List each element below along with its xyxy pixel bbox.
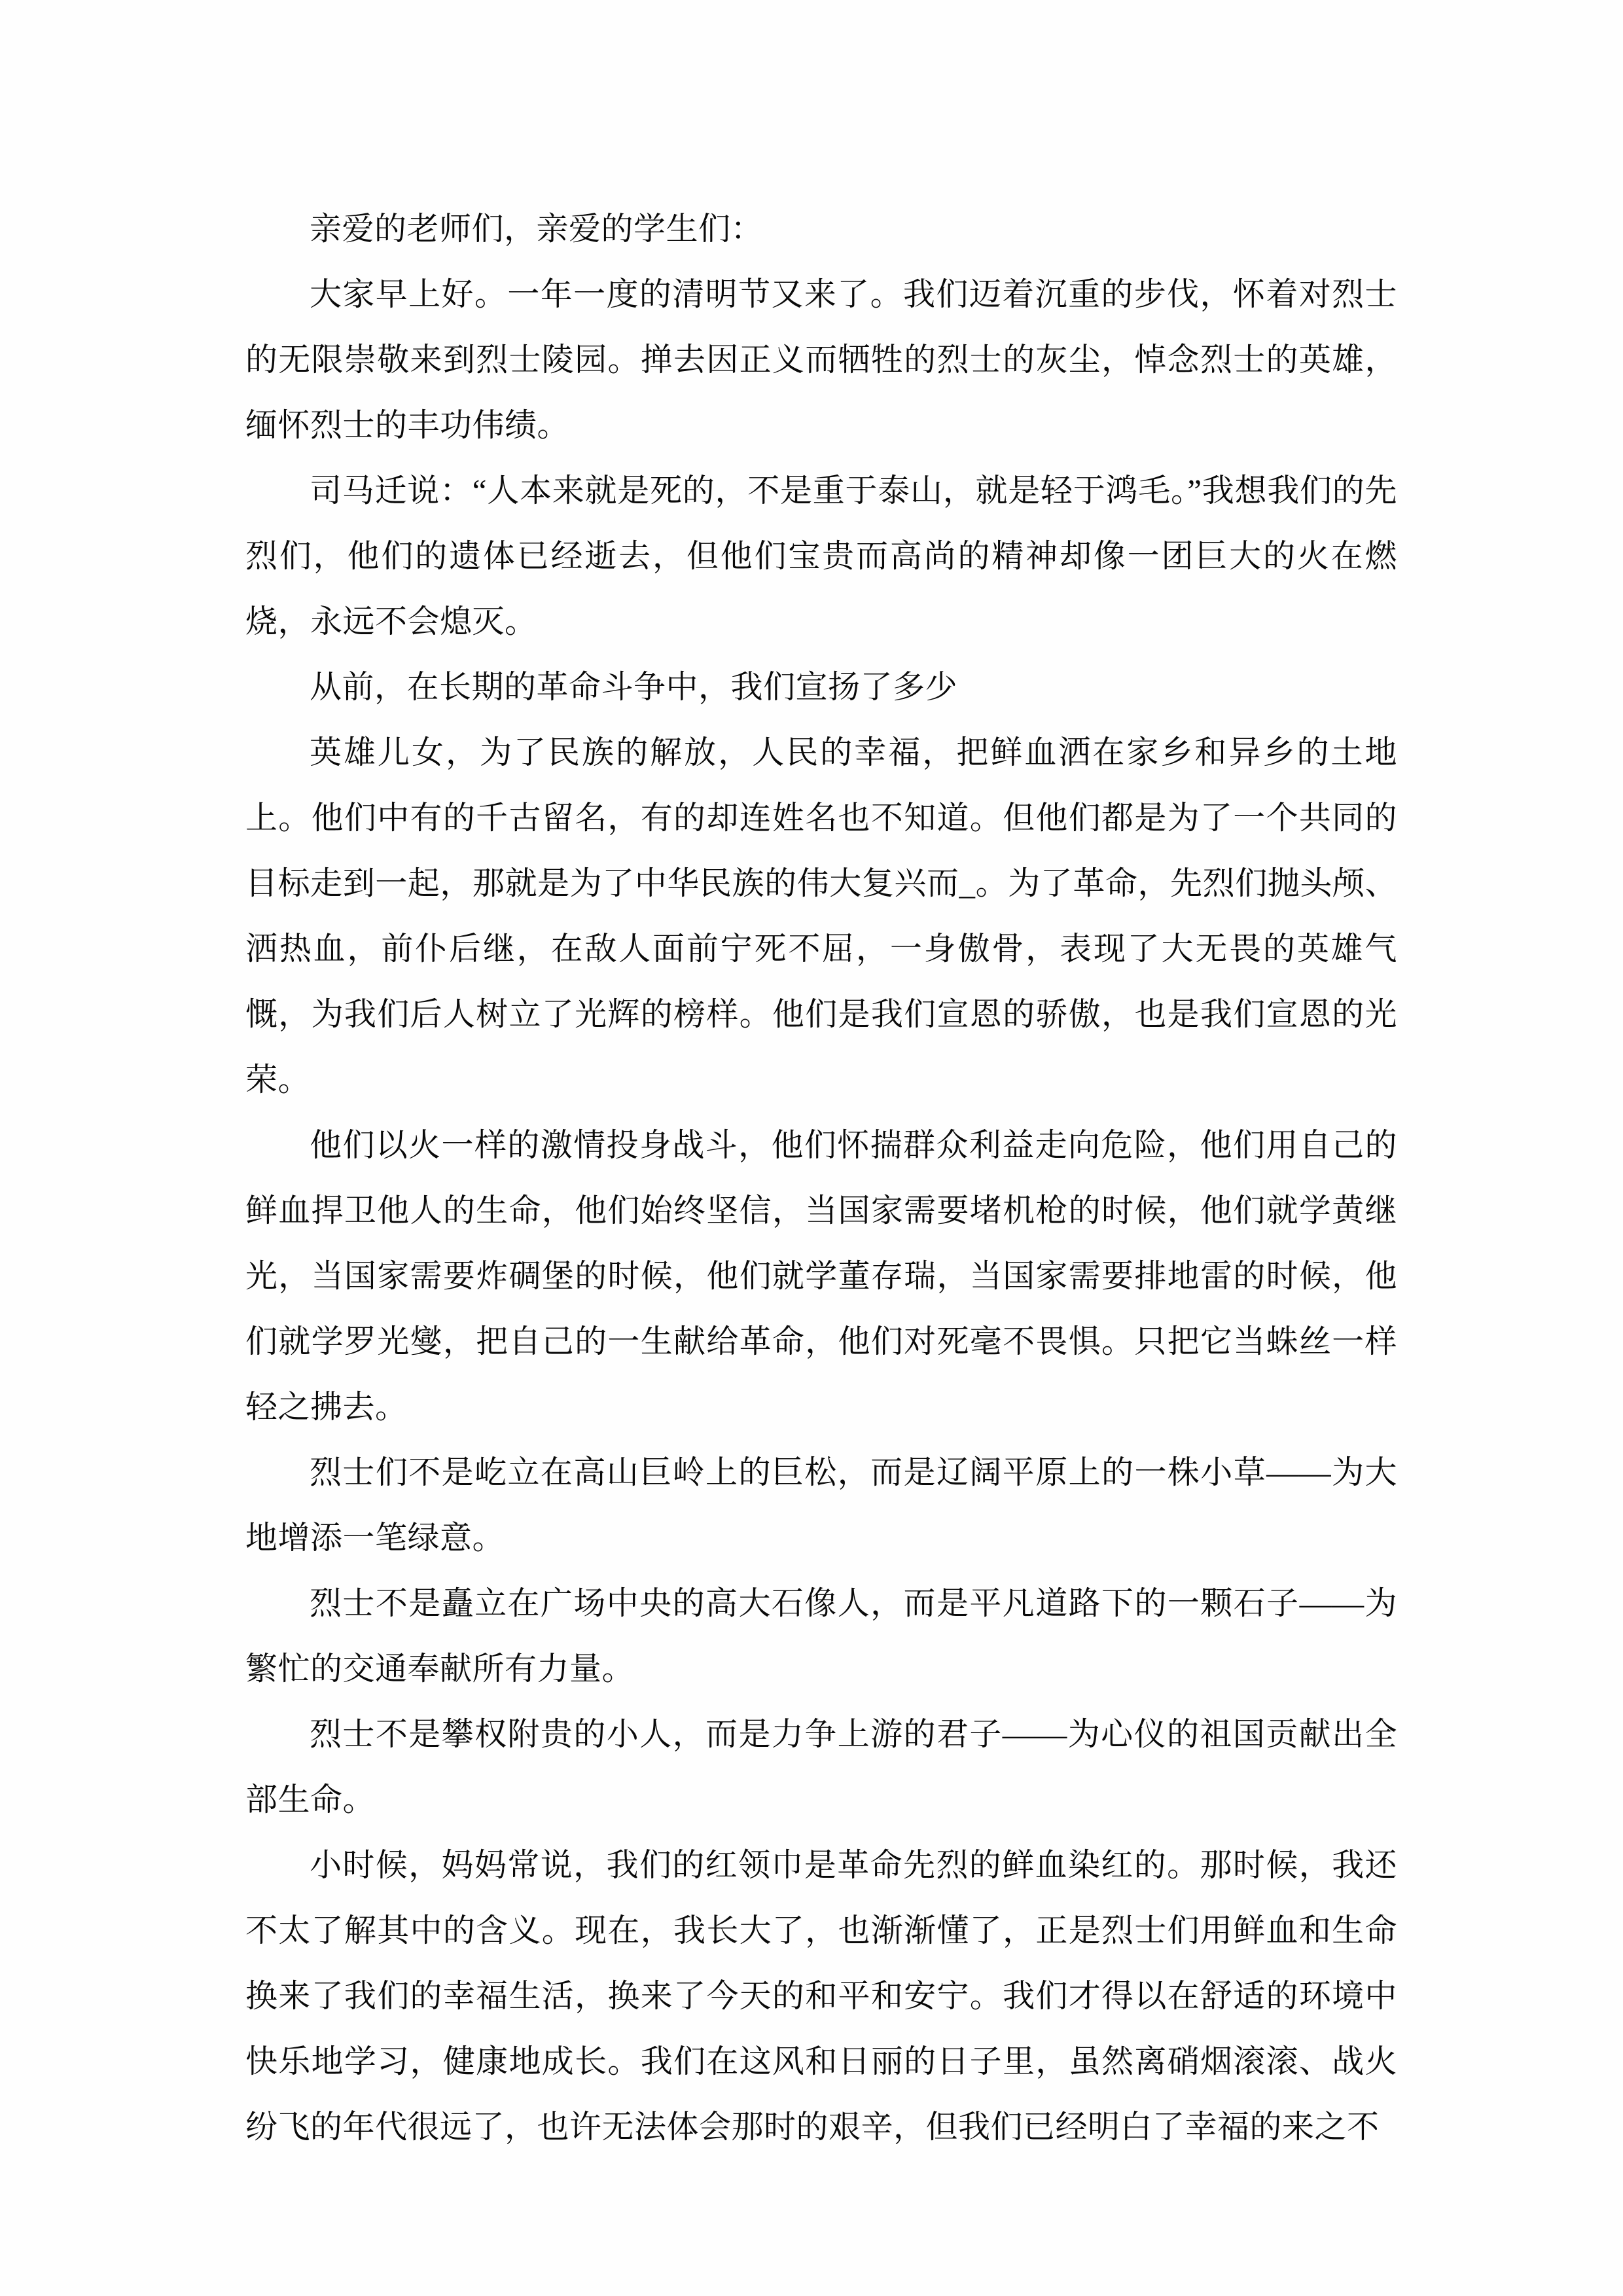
paragraph: 烈士不是攀权附贵的小人，而是力争上游的君子——为心仪的祖国贡献出全部生命。	[245, 1716, 1397, 1818]
paragraph: 大家早上好。一年一度的清明节又来了。我们迈着沉重的步伐，怀着对烈士的无限崇敬来到烈士陵园。掸去因正义而牺牲的烈士的灰尘，悼念烈士的英雄，缅怀烈士的丰功伟绩。	[245, 276, 1397, 443]
paragraph: 亲爱的老师们，亲爱的学生们：	[310, 211, 764, 247]
paragraph: 烈士们不是屹立在高山巨岭上的巨松，而是辽阔平原上的一株小草——为大地增添一笔绿意。	[245, 1454, 1397, 1556]
paragraph: 他们以火一样的激情投身战斗，他们怀揣群众利益走向危险，他们用自己的鲜血捍卫他人的生命，他们始终坚信，当国家需要堵机枪的时候，他们就学黄继光，当国家需要炸碉堡的时候，他们就学董存瑞，当国家需要排地雷的时候，他们就学罗光燮，把自己的一生献给革命，他们对死毫不畏惧。只把它当蛛丝一样轻之拂去。	[245, 1127, 1397, 1425]
paragraph: 从前，在长期的革命斗争中，我们宣扬了多少	[310, 669, 958, 705]
paragraph: 小时候，妈妈常说，我们的红领巾是革命先烈的鲜血染红的。那时候，我还不太了解其中的含义。现在，我长大了，也渐渐懂了，正是烈士们用鲜血和生命换来了我们的幸福生活，换来了今天的和平和安宁。我们才得以在舒适的环境中快乐地学习，健康地成长。我们在这风和日丽的日子里，虽然离硝烟滚滚、战火纷飞的年代很远了，也许无法体会那时的艰辛，但我们已经明白了幸福的来之不	[245, 1847, 1397, 2145]
paragraph: 英雄儿女，为了民族的解放，人民的幸福，把鲜血洒在家乡和异乡的土地上。他们中有的千古留名，有的却连姓名也不知道。但他们都是为了一个共同的目标走到一起，那就是为了中华民族的伟大复兴而_。为了革命，先烈们抛头颅、洒热血，前仆后继，在敌人面前宁死不屈，一身傲骨，表现了大无畏的英雄气慨，为我们后人树立了光辉的榜样。他们是我们宣恩的骄傲，也是我们宣恩的光荣。	[245, 734, 1397, 1098]
paragraph: 烈士不是矗立在广场中央的高大石像人，而是平凡道路下的一颗石子——为繁忙的交通奉献所有力量。	[245, 1585, 1397, 1687]
document-body	[245, 196, 1397, 2160]
paragraph: 司马迁说：“人本来就是死的，不是重于泰山，就是轻于鸿毛。”我想我们的先烈们，他们的遗体已经逝去，但他们宝贵而高尚的精神却像一团巨大的火在燃烧，永远不会熄灭。	[245, 473, 1397, 639]
